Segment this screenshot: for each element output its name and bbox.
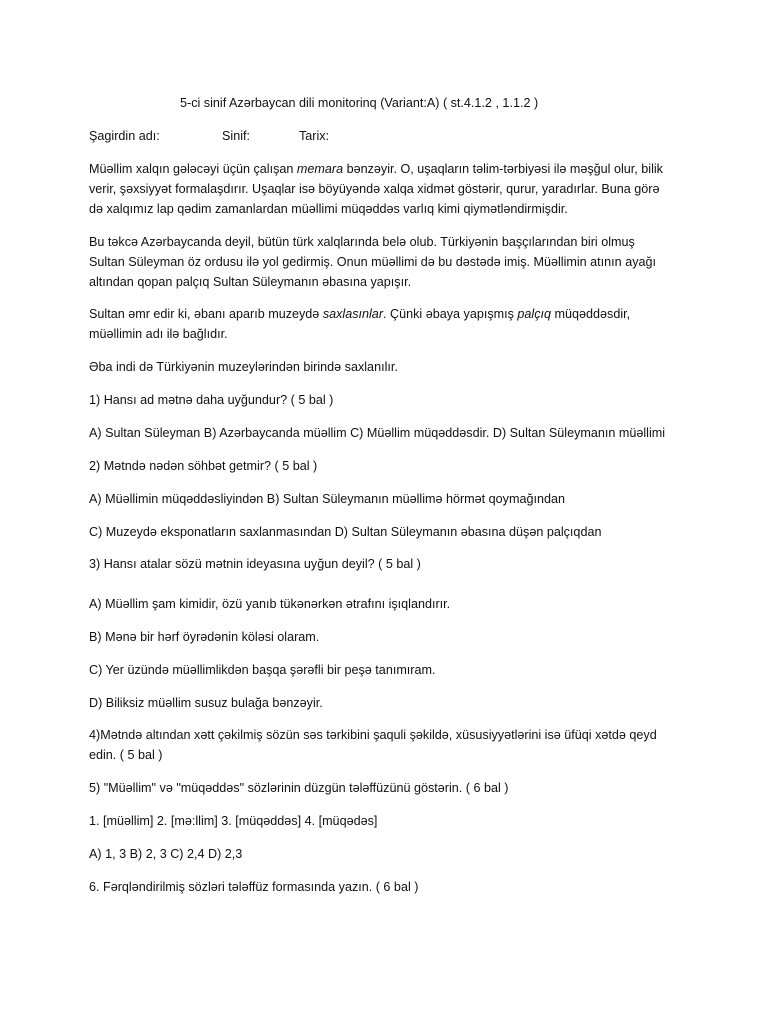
class-label: Sinif:: [222, 129, 250, 143]
paragraph-2-line-2: Sultan Süleyman öz ordusu ilə yol gedirmiş. Onun müəllimi də bu dəstədə imiş. Müəllimin atının ayağı: [89, 255, 656, 269]
question-3: 3) Hansı atalar sözü mətnin ideyasına uyğun deyil? ( 5 bal ): [89, 557, 421, 571]
paragraph-1-line-2: verir, şəxsiyyət formalaşdırır. Uşaqlar isə böyüyəndə xalqa xidmət göstərir, qurur, yaradırlar. Buna görə: [89, 182, 660, 196]
paragraph-2-line-3: altından qopan palçıq Sultan Süleymanın əbasına yapışır.: [89, 275, 412, 289]
question-4-line-1: 4)Mətndə altından xətt çəkilmiş sözün səs tərkibini şaquli şəkildə, xüsusiyyətlərini isə üfüqi xətdə qeyd: [89, 728, 657, 742]
paragraph-1-line-1: Müəllim xalqın gələcəyi üçün çalışan memara bənzəyir. O, uşaqların təlim-tərbiyəsi ilə məşğul olur, bilik: [89, 162, 663, 176]
question-1: 1) Hansı ad mətnə daha uyğundur? ( 5 bal ): [89, 393, 334, 407]
question-1-options: A) Sultan Süleyman B) Azərbaycanda müəllim C) Müəllim müqəddəsdir. D) Sultan Süleymanın müəllimi: [89, 426, 666, 440]
question-2-options-1: A) Müəllimin müqəddəsliyindən B) Sultan Süleymanın müəllimə hörmət qoymağından: [89, 492, 565, 506]
question-2: 2) Mətndə nədən söhbət getmir? ( 5 bal ): [89, 459, 318, 473]
question-5-options: A) 1, 3 B) 2, 3 C) 2,4 D) 2,3: [89, 847, 243, 861]
emphasized-word-saxlasinlar: saxlasınlar: [322, 307, 384, 321]
emphasized-word-memara: memara: [296, 162, 344, 176]
question-6: 6. Fərqləndirilmiş sözləri tələffüz formasında yazın. ( 6 bal ): [89, 880, 419, 894]
question-3-option-a: A) Müəllim şam kimidir, özü yanıb tükənərkən ətrafını işıqlandırır.: [89, 597, 451, 611]
question-2-options-2: C) Muzeydə eksponatların saxlanmasından D) Sultan Süleymanın əbasına düşən palçıqdan: [89, 525, 602, 539]
question-3-option-d: D) Biliksiz müəllim susuz bulağa bənzəyir.: [89, 696, 323, 710]
question-3-option-c: C) Yer üzündə müəllimlikdən başqa şərəfli bir peşə tanımıram.: [89, 663, 436, 677]
question-3-option-b: B) Mənə bir hərf öyrədənin köləsi olaram.: [89, 630, 320, 644]
paragraph-2-line-1: Bu təkcə Azərbaycanda deyil, bütün türk xalqlarında belə olub. Türkiyənin başçılarından biri olmuş: [89, 235, 635, 249]
question-5: 5) "Müəllim" və "müqəddəs" sözlərinin düzgün tələffüzünü göstərin. ( 6 bal ): [89, 781, 509, 795]
student-name-label: Şagirdin adı:: [89, 129, 160, 143]
paragraph-3-line-2: müəllimin adı ilə bağlıdır.: [89, 327, 228, 341]
paragraph-1-line-3: də xalqımız lap qədim zamanlardan müəllimi müqəddəs varlıq kimi qiymətləndirmişdir.: [89, 202, 568, 216]
paragraph-4: Əba indi də Türkiyənin muzeylərindən birində saxlanılır.: [89, 360, 398, 374]
paragraph-3-line-1: Sultan əmr edir ki, əbanı aparıb muzeydə saxlasınlar. Çünki əbaya yapışmış palçıq müqəddəsdir,: [89, 307, 631, 321]
question-5-items: 1. [müəllim] 2. [mə:llim] 3. [müqəddəs] 4. [müqədəs]: [89, 814, 378, 828]
question-4-line-2: edin. ( 5 bal ): [89, 748, 163, 762]
emphasized-word-palciq: palçıq: [517, 307, 552, 321]
page-title: 5-ci sinif Azərbaycan dili monitorinq (Variant:A) ( st.4.1.2 , 1.1.2 ): [180, 96, 539, 110]
date-label: Tarix:: [299, 129, 330, 143]
